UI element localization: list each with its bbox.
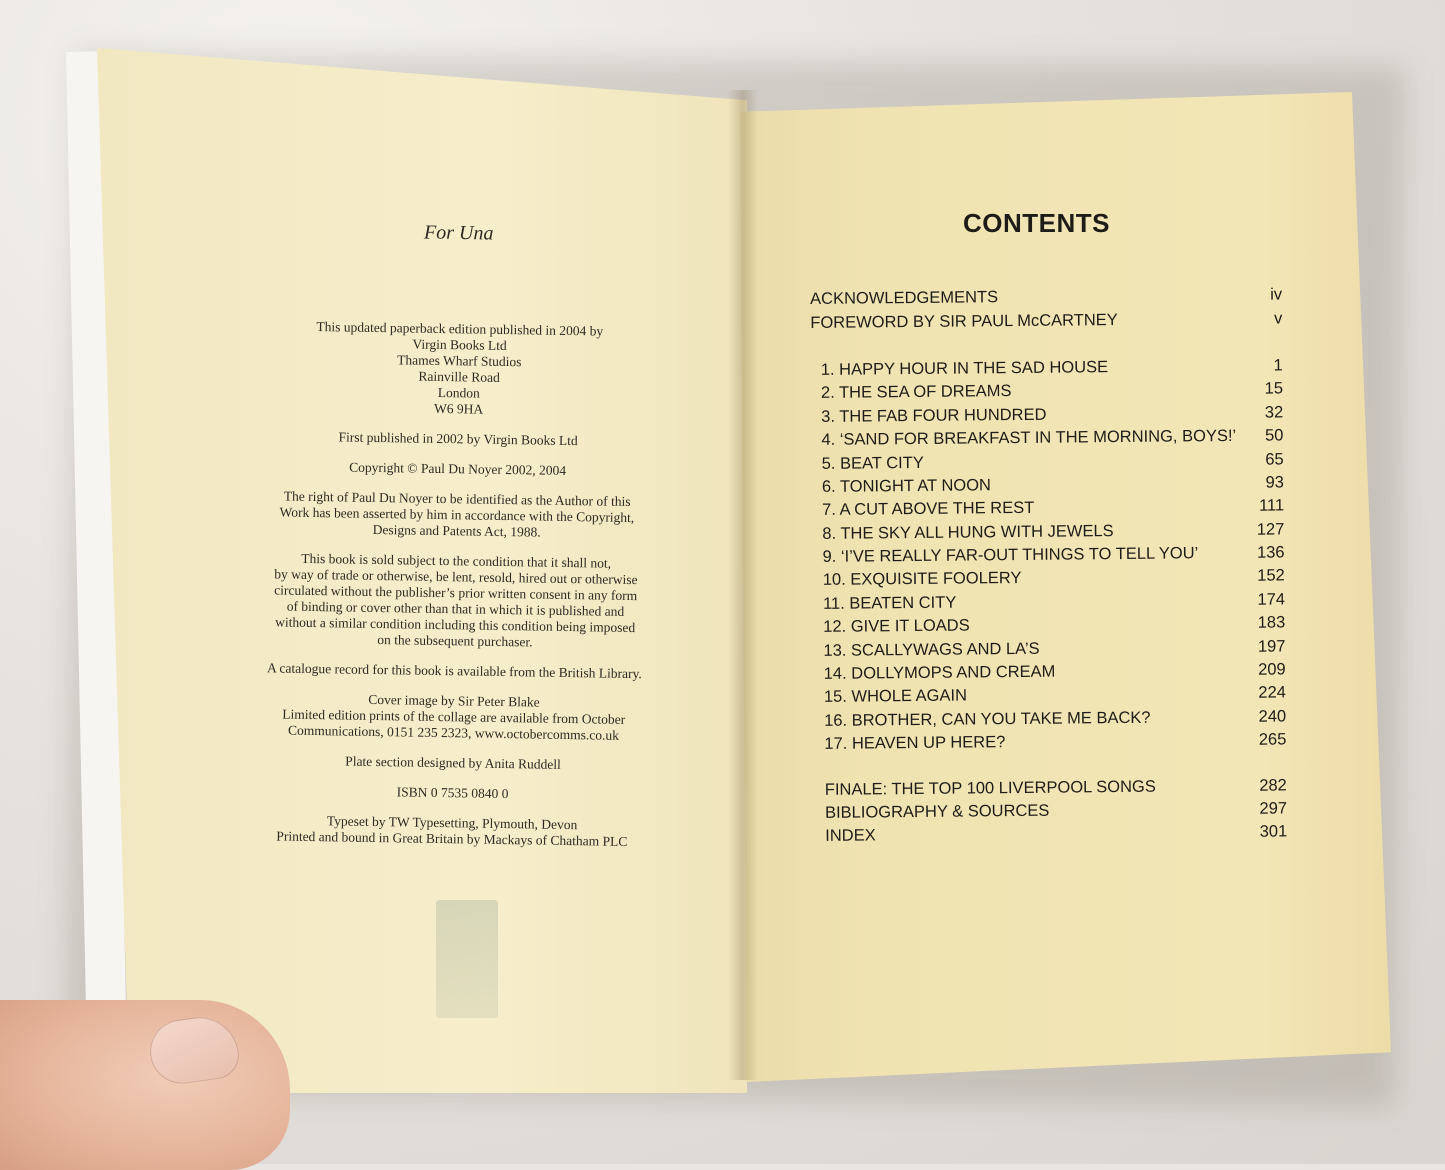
toc-entry-page-number: 282 (1259, 776, 1287, 795)
toc-entry-page-number: v (1273, 309, 1283, 328)
toc-entry-title: 12. GIVE IT LOADS (823, 616, 970, 637)
toc-entry-page-number: 174 (1257, 590, 1286, 609)
imprint-line: First published in 2002 by Virgin Books Ltd (338, 429, 578, 449)
toc-entry-page-number: 297 (1259, 799, 1288, 818)
toc-entry-page-number: 15 (1264, 379, 1284, 398)
toc-entry-title: 2. THE SEA OF DREAMS (820, 382, 1012, 403)
toc-entry-page-number: 197 (1257, 637, 1286, 656)
toc-entry-title: 15. WHOLE AGAIN (823, 686, 968, 707)
copyright-imprint (242, 318, 670, 865)
toc-entry-title: FOREWORD BY SIR PAUL McCARTNEY (810, 310, 1118, 332)
toc-entry-page-number: iv (1270, 285, 1283, 304)
toc-entry-title: 7. A CUT ABOVE THE REST (822, 499, 1035, 520)
imprint-paragraph (245, 550, 666, 653)
imprint-line: Typeset by TW Typesetting, Plymouth, Devon (326, 813, 578, 833)
toc-entry-title: INDEX (825, 826, 876, 846)
toc-entry-page-number: 93 (1265, 473, 1284, 492)
toc-entry-page-number: 136 (1256, 543, 1285, 562)
imprint-line: Cover image by Sir Peter Blake (368, 691, 540, 710)
toc-entry-title: FINALE: THE TOP 100 LIVERPOOL SONGS (824, 777, 1156, 799)
imprint-line: by way of trade or otherwise, be lent, resold, hired out or otherwise (274, 566, 638, 588)
hand-thumb (0, 1000, 290, 1170)
imprint-line: Thames Wharf Studios (397, 352, 522, 370)
dedication: For Una (423, 221, 494, 245)
imprint-paragraph (248, 318, 669, 421)
book-gutter (728, 90, 758, 1080)
imprint-line: W6 9HA (433, 400, 484, 417)
toc-entry-title: ACKNOWLEDGEMENTS (810, 288, 999, 309)
imprint-paragraph (243, 690, 664, 745)
toc-entry-page-number: 265 (1258, 730, 1287, 749)
table-of-contents (810, 283, 1287, 848)
imprint-line: Rainville Road (418, 368, 500, 385)
toc-entry-title: 4. ‘SAND FOR BREAKFAST IN THE MORNING, BOYS!’ (821, 427, 1237, 450)
imprint-line: Copyright © Paul Du Noyer 2002, 2004 (349, 459, 567, 478)
imprint-paragraph (242, 782, 662, 805)
imprint-paragraph (243, 752, 663, 775)
toc-entry-page-number: 209 (1258, 660, 1286, 679)
toc-entry-page-number: 1 (1273, 356, 1283, 375)
toc-entry-page-number: 301 (1259, 822, 1288, 842)
imprint-paragraph (244, 660, 664, 683)
toc-entry-title: 1. HAPPY HOUR IN THE SAD HOUSE (820, 358, 1109, 379)
toc-entry-page-number: 50 (1264, 426, 1284, 445)
imprint-line: of binding or cover other than that in which it is published and (286, 598, 625, 619)
imprint-paragraph (247, 488, 668, 543)
contents-title: CONTENTS (963, 208, 1110, 238)
imprint-line: A catalogue record for this book is available from the British Library. (266, 660, 642, 682)
toc-entry-page-number: 65 (1265, 449, 1284, 469)
toc-entry-page-number: 111 (1258, 496, 1285, 516)
imprint-paragraph (248, 428, 668, 451)
toc-entry-page-number: 183 (1257, 613, 1286, 632)
toc-entry-title: 9. ‘I’VE REALLY FAR-OUT THINGS TO TELL YOU’ (822, 544, 1199, 566)
imprint-paragraph (242, 812, 662, 851)
toc-entry-title: 11. BEATEN CITY (822, 593, 957, 613)
toc-entry-page-number: 240 (1258, 707, 1287, 726)
imprint-line: Plate section designed by Anita Ruddell (345, 753, 561, 772)
toc-entry-page-number: 152 (1257, 566, 1285, 586)
imprint-line: Work has been asserted by him in accordance with the Copyright, (279, 504, 635, 526)
toc-entry-title: 13. SCALLYWAGS AND LA’S (823, 639, 1040, 660)
toc-entry-title: 8. THE SKY ALL HUNG WITH JEWELS (822, 521, 1114, 543)
toc-entry-title: 10. EXQUISITE FOOLERY (822, 569, 1022, 590)
imprint-paragraph (248, 458, 668, 481)
imprint-line: ISBN 0 7535 0840 0 (396, 784, 509, 802)
imprint-line: This book is sold subject to the condition that it shall not, (301, 550, 612, 571)
toc-entry (815, 821, 1287, 849)
toc-entry-title: 3. THE FAB FOUR HUNDRED (821, 405, 1047, 426)
imprint-line: The right of Paul Du Noyer to be identified as the Author of this (283, 488, 631, 509)
publisher-logo-show-through (436, 900, 498, 1018)
toc-entry-title: 5. BEAT CITY (821, 453, 924, 473)
imprint-line: Printed and bound in Great Britain by Mackays of Chatham PLC (276, 828, 628, 849)
toc-entry-title: 17. HEAVEN UP HERE? (824, 733, 1006, 754)
imprint-line: Designs and Patents Act, 1988. (372, 521, 541, 540)
imprint-line: without a similar condition including this condition being imposed (275, 614, 636, 636)
toc-entry-page-number: 127 (1256, 520, 1285, 539)
imprint-line: London (437, 384, 480, 401)
toc-entry-page-number: 224 (1258, 683, 1286, 703)
toc-entry-title: 16. BROTHER, CAN YOU TAKE ME BACK? (824, 708, 1151, 730)
toc-entry-title: BIBLIOGRAPHY & SOURCES (824, 801, 1050, 822)
toc-entry-title: 14. DOLLYMOPS AND CREAM (823, 662, 1056, 683)
imprint-line: Limited edition prints of the collage are available from October (282, 706, 626, 727)
imprint-line: Communications, 0151 235 2323, www.octobercomms.co.uk (287, 722, 620, 743)
imprint-line: Virgin Books Ltd (412, 336, 507, 354)
imprint-line: This updated paperback edition published in 2004 by (316, 319, 604, 339)
toc-entry-title: 6. TONIGHT AT NOON (821, 476, 992, 496)
toc-entry-page-number: 32 (1264, 403, 1284, 422)
imprint-line: circulated without the publisher’s prior written consent in any form (274, 582, 638, 604)
imprint-line: on the subsequent purchaser. (377, 632, 533, 650)
